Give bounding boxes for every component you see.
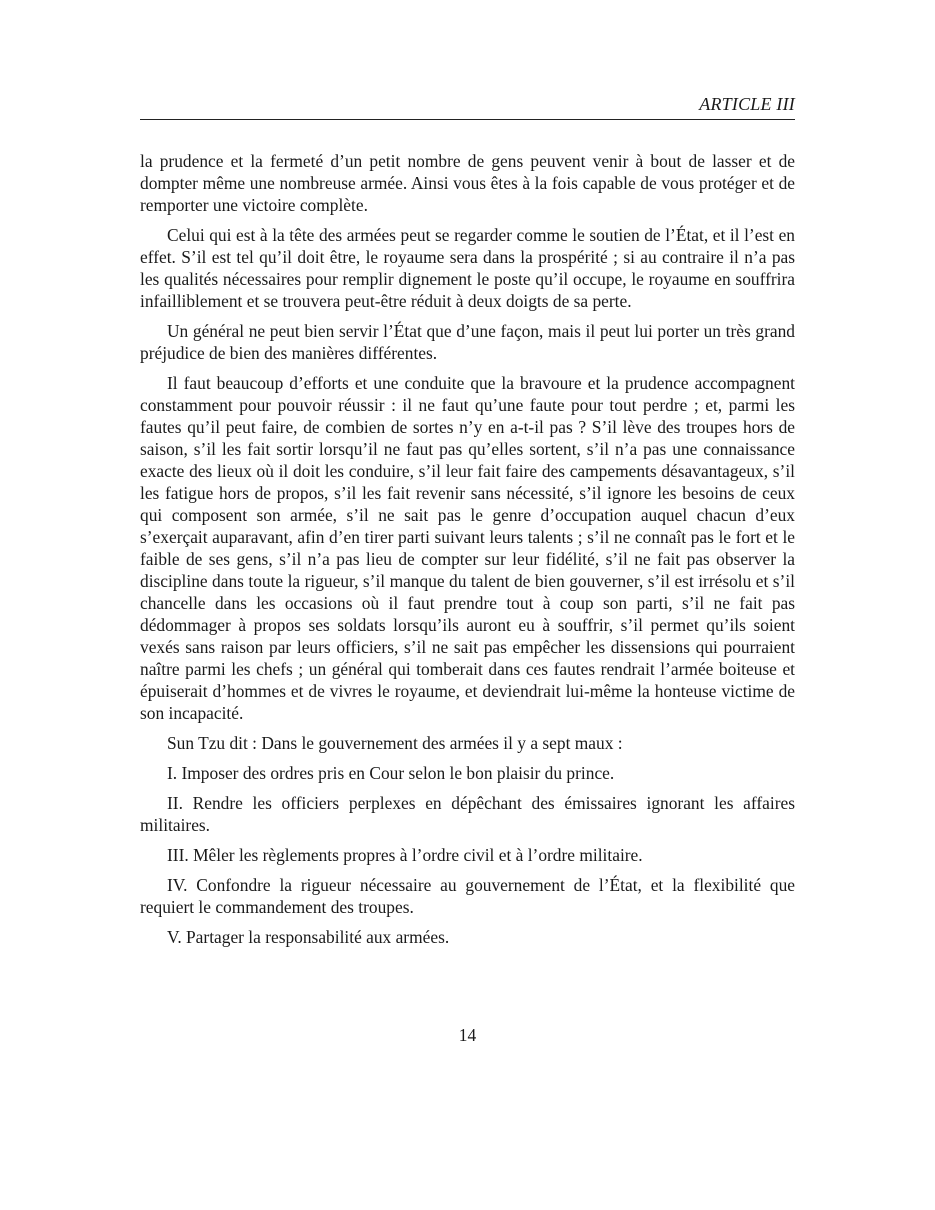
- document-page: [140, 0, 795, 1210]
- list-item-evil-5: V. Partager la responsabilité aux armées.: [167, 927, 450, 947]
- list-item-evil-4: IV. Confondre la rigueur nécessaire au gouvernement de l’État, et la flexibilité que requiert le commandement des troupes.: [140, 875, 795, 917]
- list-item-evil-3: III. Mêler les règlements propres à l’ordre civil et à l’ordre militaire.: [167, 845, 643, 865]
- list-item-evil-2: II. Rendre les officiers perplexes en dépêchant des émissaires ignorant les affaires militaires.: [140, 793, 795, 835]
- paragraph: Un général ne peut bien servir l’État que d’une façon, mais il peut lui porter un très grand préjudice de bien des manières différentes.: [140, 321, 795, 363]
- running-header: ARTICLE III: [699, 94, 795, 114]
- paragraph-continuation: la prudence et la fermeté d’un petit nombre de gens peuvent venir à bout de lasser et de dompter même une nombreuse armée. Ainsi vous êtes à la fois capable de vous protéger et de remporter une victoire complète.: [140, 151, 795, 215]
- paragraph: Celui qui est à la tête des armées peut se regarder comme le soutien de l’État, et il l’est en effet. S’il est tel qu’il doit être, le royaume sera dans la prospérité ; si au contraire il n’a pas les qualités nécessaires pour remplir dignement le poste qu’il occupe, le royaume en souffrira infailliblement et se trouvera peut-être réduit à deux doigts de sa perte.: [140, 225, 795, 311]
- header-rule: [140, 119, 795, 120]
- list-item-evil-1: I. Imposer des ordres pris en Cour selon le bon plaisir du prince.: [167, 763, 615, 783]
- paragraph: Il faut beaucoup d’efforts et une conduite que la bravoure et la prudence accompagnent constamment pour pouvoir réussir : il ne faut qu’une faute pour tout perdre ; et, parmi les fautes qu’il peut faire, de combien de sortes n’y en a-t-il pas ? S’il lève des troupes hors de saison, s’il les fait sortir lorsqu’il ne faut pas qu’elles sortent, s’il n’a pas une connaissance exacte des lieux où il doit les conduire, s’il leur fait faire des campements désavantageux, s’il les fatigue hors de propos, s’il les fait revenir sans nécessité, s’il ignore les besoins de ceux qui composent son armée, s’il ne sait pas le genre d’occupation auquel chacun d’eux s’exerçait auparavant, afin d’en tirer parti suivant leurs talents ; s’il ne connaît pas le fort et le faible de ses gens, s’il n’a pas lieu de compter sur leur fidélité, s’il ne fait pas observer la discipline dans toute la rigueur, s’il manque du talent de bien gouverner, s’il est irrésolu et s’il chancelle dans les occasions où il faut prendre tout à coup son parti, s’il ne fait pas dédommager à propos ses soldats lorsqu’ils auront eu à souffrir, s’il permet qu’ils soient vexés sans raison par leurs officiers, s’il ne sait pas empêcher les dissensions qui pourraient naître parmi les chefs ; un général qui tomberait dans ces fautes rendrait l’armée boiteuse et épuiserait d’hommes et de vivres le royaume, et deviendrait lui-même la honteuse victime de son incapacité.: [140, 373, 795, 723]
- body-text: [140, 150, 795, 956]
- page-number: 14: [458, 1025, 477, 1045]
- paragraph: Sun Tzu dit : Dans le gouvernement des armées il y a sept maux :: [167, 733, 623, 753]
